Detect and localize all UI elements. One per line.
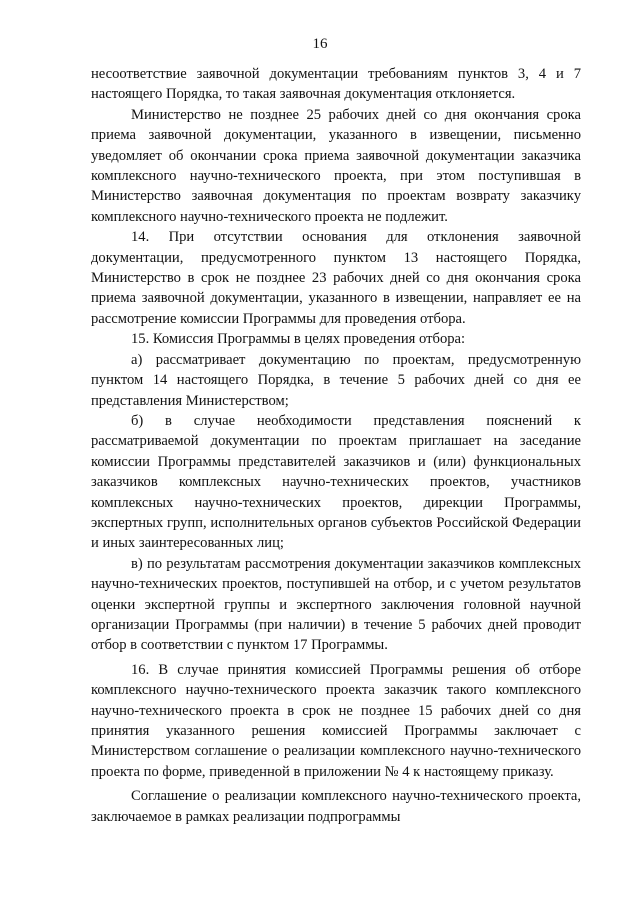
paragraph-15-a: а) рассматривает документацию по проектам, предусмотренную пунктом 14 настоящего Порядка, в течение 5 рабочих дней со дня ее представления Министерством; xyxy=(91,351,581,409)
paragraph-agreement: Соглашение о реализации комплексного научно-технического проекта, заключаемое в рамках реализации подпрограммы xyxy=(91,788,581,825)
paragraph-15-c: в) по результатам рассмотрения документации заказчиков комплексных научно-технических проектов, поступившей на отбор, и с учетом результатов оценки экспертной группы и экспертного заключения головной научной организации Программы (при наличии) в течение 5 рабочих дней проводит отбор в соответствии с пунктом 17 Программы. xyxy=(91,555,581,654)
paragraph-continuation: несоответствие заявочной документации требованиям пунктов 3, 4 и 7 настоящего Порядка, то такая заявочная документация отклоняется. xyxy=(91,66,581,103)
document-body xyxy=(91,64,581,827)
paragraph-ministry-notice: Министерство не позднее 25 рабочих дней со дня окончания срока приема заявочной документации, указанного в извещении, письменно уведомляет об окончании срока приема заявочной документации заказчика комплексного научно-технического проекта, при этом поступившая в Министерство заявочная документация по проектам возврату заказчику комплексного научно-технического проекта не подлежит. xyxy=(91,106,581,225)
paragraph-14: 14. При отсутствии основания для отклонения заявочной документации, предусмотренного пунктом 13 настоящего Порядка, Министерство в срок не позднее 23 рабочих дней со дня окончания срока приема заявочной документации, указанного в извещении, направляет ее на рассмотрение комиссии Программы для проведения отбора. xyxy=(91,229,581,327)
paragraph-15: 15. Комиссия Программы в целях проведения отбора: xyxy=(131,331,466,348)
paragraph-15-b: б) в случае необходимости представления пояснений к рассматриваемой документации по проектам приглашает на заседание комиссии Программы представителей заказчиков и (или) функциональных заказчиков комплексных научно-технических проектов, участников комплексных научно-технических проектов, дирекции Программы, экспертных групп, исполнительных органов субъектов Российской Федерации и иных заинтересованных лиц; xyxy=(91,412,581,552)
page-number: 16 xyxy=(312,36,328,52)
paragraph-16: 16. В случае принятия комиссией Программы решения об отборе комплексного научно-технического проекта заказчик такого комплексного научно-технического проекта в срок не позднее 15 рабочих дней со дня принятия указанного решения комиссией Программы заключает с Министерством соглашение о реализации комплексного научно-технического проекта по форме, приведенной в приложении № 4 к настоящему приказу. xyxy=(91,661,581,780)
